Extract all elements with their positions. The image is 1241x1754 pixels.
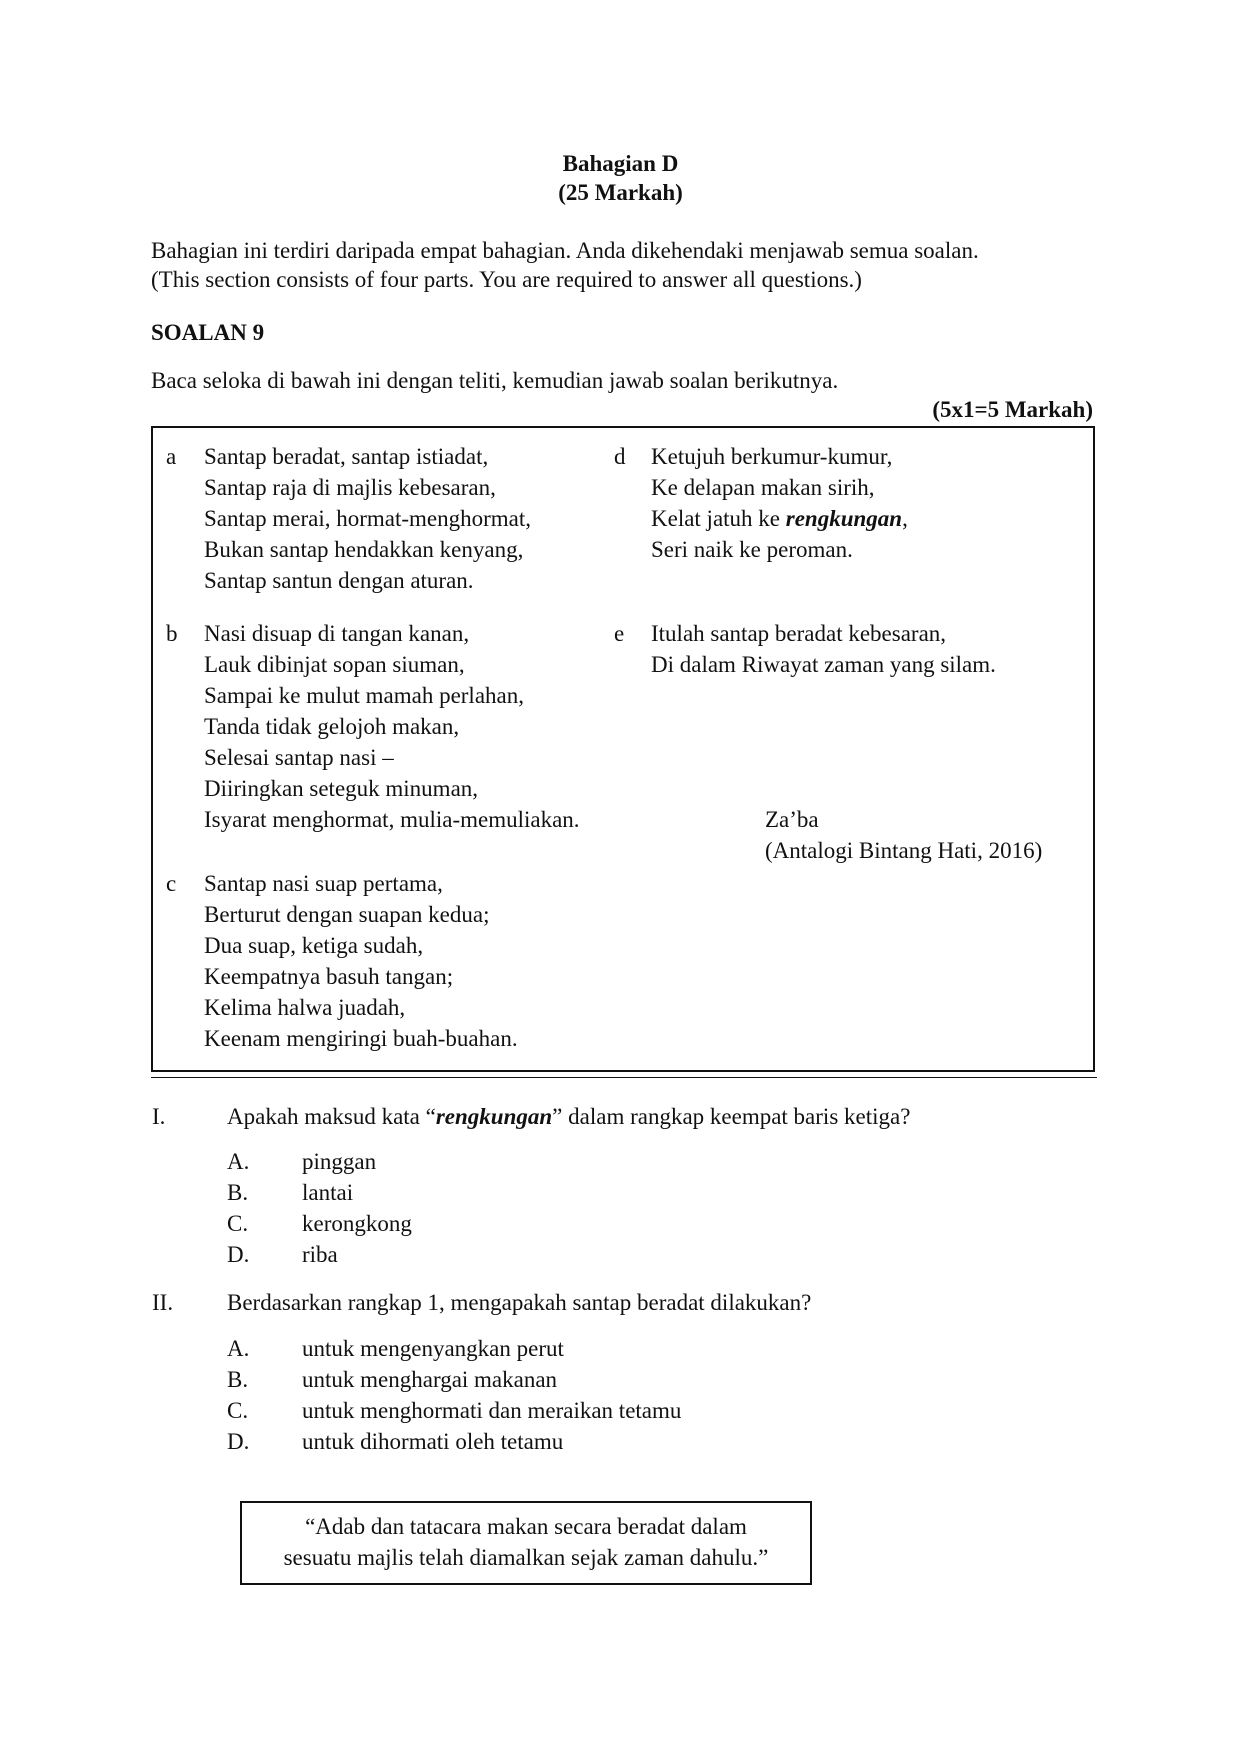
poem-line: Selesai santap nasi – (204, 745, 394, 770)
option-text: riba (302, 1242, 338, 1267)
question-number: II. (152, 1290, 174, 1315)
option-text: lantai (302, 1180, 354, 1205)
poem-line: Santap santun dengan aturan. (204, 568, 474, 593)
question-text (227, 1101, 910, 1132)
poem-source: (Antalogi Bintang Hati, 2016) (765, 838, 1043, 863)
poem-line: Kelima halwa juadah, (204, 995, 406, 1020)
option-text: kerongkong (302, 1211, 412, 1236)
emphasized-word: rengkungan (785, 506, 903, 531)
option-text: untuk menghormati dan meraikan tetamu (302, 1398, 682, 1423)
poem-line: Diiringkan seteguk minuman, (204, 776, 479, 801)
instructions-english: (This section consists of four parts. You are required to answer all questions.) (151, 267, 862, 292)
poem-line: Santap merai, hormat-menghormat, (204, 506, 532, 531)
poem-line-suffix: , (902, 506, 908, 531)
poem-line: Keenam mengiringi buah-buahan. (204, 1026, 518, 1051)
option-text: untuk menghargai makanan (302, 1367, 558, 1392)
poem-line-prefix: Kelat jatuh ke (651, 506, 786, 531)
poem-line: Dua suap, ketiga sudah, (204, 933, 424, 958)
poem-line: Isyarat menghormat, mulia-memuliakan. (204, 807, 580, 832)
question-text: Berdasarkan rangkap 1, mengapakah santap beradat dilakukan? (227, 1290, 812, 1315)
stanza-label: d (614, 444, 626, 469)
poem-line: Ketujuh berkumur-kumur, (651, 444, 893, 469)
poem-line: Nasi disuap di tangan kanan, (204, 621, 470, 646)
option-text: pinggan (302, 1149, 377, 1174)
poem-line: Santap raja di majlis kebesaran, (204, 475, 496, 500)
stanza-label: c (166, 871, 177, 896)
option-text: untuk mengenyangkan perut (302, 1336, 564, 1361)
section-marks: (25 Markah) (558, 180, 683, 205)
question-text-prefix: Apakah maksud kata “ (227, 1104, 436, 1129)
emphasized-word: rengkungan (435, 1104, 553, 1129)
option-letter: A. (227, 1149, 250, 1174)
poem-line: Lauk dibinjat sopan siuman, (204, 652, 465, 677)
option-letter: D. (227, 1429, 250, 1454)
marks-note: (5x1=5 Markah) (932, 397, 1093, 422)
stanza-label: e (614, 621, 625, 646)
poem-line: Seri naik ke peroman. (651, 537, 853, 562)
question-number: I. (152, 1104, 166, 1129)
poem-line: Itulah santap beradat kebesaran, (651, 621, 947, 646)
poem-line: Sampai ke mulut mamah perlahan, (204, 683, 524, 708)
option-letter: C. (227, 1398, 249, 1423)
stanza-label: a (166, 444, 177, 469)
quote-line: sesuatu majlis telah diamalkan sejak zaman dahulu.” (283, 1545, 769, 1570)
quote-box (240, 1501, 812, 1585)
poem-line: Ke delapan makan sirih, (651, 475, 875, 500)
poem-line: Keempatnya basuh tangan; (204, 964, 454, 989)
option-text: untuk dihormati oleh tetamu (302, 1429, 564, 1454)
option-letter: B. (227, 1367, 249, 1392)
instructions-malay: Bahagian ini terdiri daripada empat bahagian. Anda dikehendaki menjawab semua soalan. (151, 238, 979, 263)
poem-line: Santap beradat, santap istiadat, (204, 444, 489, 469)
option-letter: A. (227, 1336, 250, 1361)
poem-line: Santap nasi suap pertama, (204, 871, 443, 896)
question-prompt: Baca seloka di bawah ini dengan teliti, kemudian jawab soalan berikutnya. (151, 368, 839, 393)
option-letter: D. (227, 1242, 250, 1267)
question-title: SOALAN 9 (151, 320, 265, 345)
stanza-label: b (166, 621, 178, 646)
option-letter: B. (227, 1180, 249, 1205)
poem-line: Bukan santap hendakkan kenyang, (204, 537, 524, 562)
option-letter: C. (227, 1211, 249, 1236)
poem-line: Di dalam Riwayat zaman yang silam. (651, 652, 996, 677)
poem-box-underline (151, 1077, 1097, 1078)
question-text-suffix: ” dalam rangkap keempat baris ketiga? (552, 1104, 911, 1129)
poem-author: Za’ba (765, 807, 819, 832)
quote-line: “Adab dan tatacara makan secara beradat dalam (305, 1514, 747, 1539)
poem-line: Tanda tidak gelojoh makan, (204, 714, 460, 739)
poem-line: Berturut dengan suapan kedua; (204, 902, 490, 927)
poem-line (651, 503, 908, 534)
section-title: Bahagian D (562, 151, 679, 176)
